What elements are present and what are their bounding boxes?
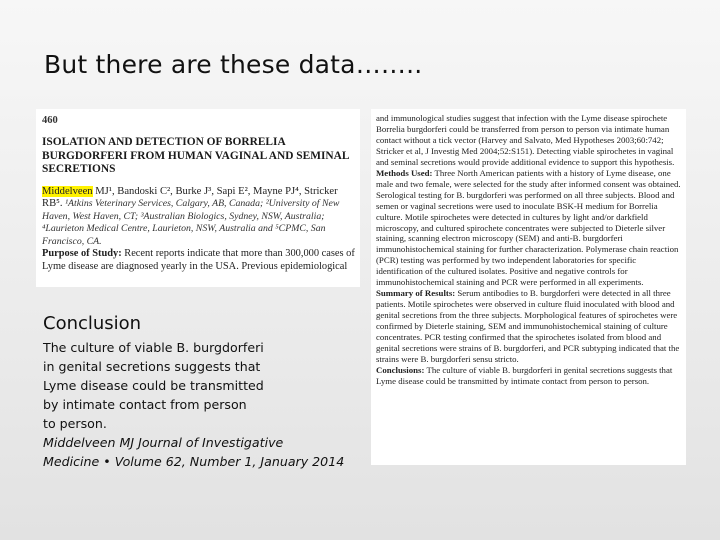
author-list: [42, 186, 358, 249]
results-paragraph: [376, 288, 684, 365]
conclusion-line: to person.: [43, 416, 107, 431]
affiliations: ¹Atkins Veterinary Services, Calgary, AB, Canada; ²University of New Haven, West Haven, CT; ³Australian Biologics, Sydney, NSW, Australia; ⁴Laurieton Medical Centre, Laurieton, NSW, Australia and ⁵CPMC, San Francisco, CA.: [42, 198, 340, 247]
abstract-excerpt-left: [36, 109, 360, 287]
results-label: Summary of Results:: [376, 288, 456, 299]
conclusion-line: The culture of viable B. burgdorferi: [43, 340, 264, 355]
conclusion-line: Lyme disease could be transmitted: [43, 378, 264, 393]
highlighted-author: Middelveen: [42, 185, 93, 197]
methods-paragraph: [376, 168, 684, 288]
citation-line: Medicine • Volume 62, Number 1, January 2014: [43, 454, 345, 469]
conclusions-label: Conclusions:: [376, 364, 425, 375]
purpose-label: Purpose of Study:: [42, 248, 122, 260]
methods-label: Methods Used:: [376, 167, 433, 178]
citation-line: Middelveen MJ Journal of Investigative: [43, 435, 284, 450]
abstract-title: ISOLATION AND DETECTION OF BORRELIA BURGDORFERI FROM HUMAN VAGINAL AND SEMINAL SECRETIONS: [42, 136, 349, 175]
conclusions-paragraph: [376, 365, 684, 387]
conclusion-heading: Conclusion: [43, 313, 142, 334]
slide-title: But there are these data……..: [44, 50, 423, 79]
conclusion-line: in genital secretions suggests that: [43, 359, 261, 374]
methods-text: Three North American patients with a history of Lyme disease, one male and two female, were selected for the study after informed consent was obtained. Serological testing for B. burgdorferi was performed on all three subjects. Blood and semen or vaginal secretions were used to inoculate BSK-H medium for Borrelia culture. Motile spirochetes were detected in cultures by light and/or darkfield microscopy, and cultured spirochete concentrates were subjected to Dieterle silver staining, scanning electron microscopy (SEM) and anti-B. burgdorferi immunohistochemical staining for further characterization. Polymerase chain reaction (PCR) testing was performed by two independent laboratories for specific identification of the cultured isolates. Positive and negative controls for immunohistochemical staining and PCR were performed in all experiments.: [376, 167, 681, 288]
abstract-excerpt-right: [371, 109, 686, 465]
conclusion-body: [43, 338, 344, 471]
authors-rest: MJ¹, Bandoski C², Burke J³, Sapi E², Mayne PJ⁴, Stricker RB⁵.: [42, 185, 338, 210]
conclusions-text: The culture of viable B. burgdorferi in genital secretions suggests that Lyme disease could be transmitted by intimate contact from person to person.: [376, 364, 673, 386]
purpose-text: Recent reports indicate that more than 300,000 cases of Lyme disease are diagnosed yearly in the USA. Previous epidemiological: [42, 248, 355, 272]
purpose-paragraph: [42, 248, 358, 273]
page-number: 460: [42, 115, 58, 126]
results-text: Serum antibodies to B. burgdorferi were detected in all three patients. Motile spirochetes were observed in culture fluid inoculated with blood and genital secretions from the three subjects. Morphological features of spirochetes were confirmed by Dieterle staining, SEM and immunohistochemical staining of culture concentrates. PCR testing confirmed that the spirochetes isolated from blood and genital secretions were strains of B. burgdorferi, and PCR subtyping indicated that the strains were B. burgdorferi sensu stricto.: [376, 288, 680, 364]
intro-paragraph: and immunological studies suggest that infection with the Lyme disease spirochete Borrelia burgdorferi could be transferred from person to person via intimate human contact without a tick vector (Harvey and Salvato, Med Hypotheses 2003;60:742; Stricker et al, J Investig Med 2004;52:S151). Detecting viable spirochetes in vaginal and seminal secretions would provide additional evidence to support this hypothesis.: [376, 113, 675, 167]
conclusion-line: by intimate contact from person: [43, 397, 247, 412]
